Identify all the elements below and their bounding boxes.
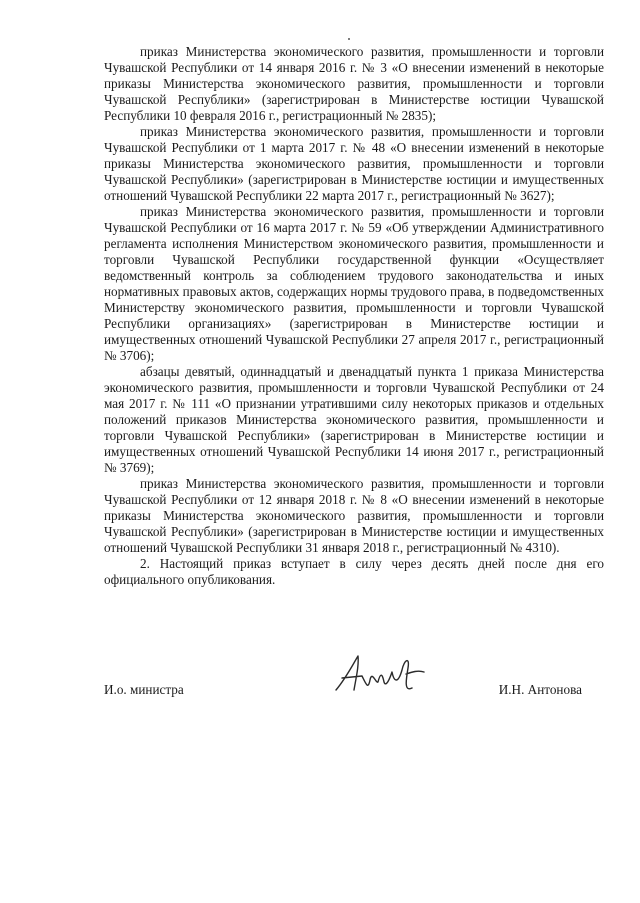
paragraph-order-2018-8: приказ Министерства экономического развития, промышленности и торговли Чувашской Республики от 12 января 2018 г. № 8 «О внесении изменений в некоторые приказы Министерства экономического развития, промышленности и торговли Чувашской Республики» (зарегистрирован в Министерстве юстиции и имущественных отношений Чувашской Республики 31 января 2018 г., регистрационный № 4310). — [104, 476, 604, 555]
paragraph-order-2017-111: абзацы девятый, одиннадцатый и двенадцатый пункта 1 приказа Министерства экономического развития, промышленности и торговли Чувашской Республики от 24 мая 2017 г. № 111 «О признании утратившими силу некоторых приказов и отдельных положений приказов Министерства экономического развития, промышленности и торговли Чувашской Республики» (зарегистрирован в Министерстве юстиции и имущественных отношений Чувашской Республики 14 июня 2017 г., регистрационный № 3769); — [104, 364, 604, 475]
paragraph-order-2016-3: приказ Министерства экономического развития, промышленности и торговли Чувашской Республики от 14 января 2016 г. № 3 «О внесении изменений в некоторые приказы Министерства экономического развития, промышленности и торговли Чувашской Республики» (зарегистрирован в Министерстве юстиции Чувашской Республики 10 февраля 2016 г., регистрационный № 2835); — [104, 44, 604, 123]
signatory-name: И.Н. Антонова — [498, 682, 582, 697]
signatory-title: И.о. министра — [104, 682, 184, 697]
document-body — [104, 44, 604, 588]
paragraph-order-2017-48: приказ Министерства экономического развития, промышленности и торговли Чувашской Республики от 1 марта 2017 г. № 48 «О внесении изменений в некоторые приказы Министерства экономического развития, промышленности и торговли Чувашской Республики» (зарегистрирован в Министерстве юстиции и имущественных отношений Чувашской Республики 22 марта 2017 г., регистрационный № 3627); — [104, 124, 604, 203]
handwritten-signature-icon — [332, 648, 432, 700]
signature-block — [104, 674, 604, 724]
scan-speck — [348, 38, 350, 40]
paragraph-order-2017-59: приказ Министерства экономического развития, промышленности и торговли Чувашской Республики от 16 марта 2017 г. № 59 «Об утверждении Административного регламента исполнения Министерством экономического развития, промышленности и торговли Чувашской Республики государственной функции «Осуществляет ведомственный контроль за соблюдением трудового законодательства и иных нормативных правовых актов, содержащих нормы трудового права, в подведомственных Министерству экономического развития, промышленности и торговли Чувашской Республики организациях» (зарегистрирован в Министерстве юстиции и имущественных отношений Чувашской Республики 27 апреля 2017 г., регистрационный № 3706); — [104, 204, 604, 363]
paragraph-effective-date: 2. Настоящий приказ вступает в силу через десять дней после дня его официального опубликования. — [104, 556, 604, 587]
